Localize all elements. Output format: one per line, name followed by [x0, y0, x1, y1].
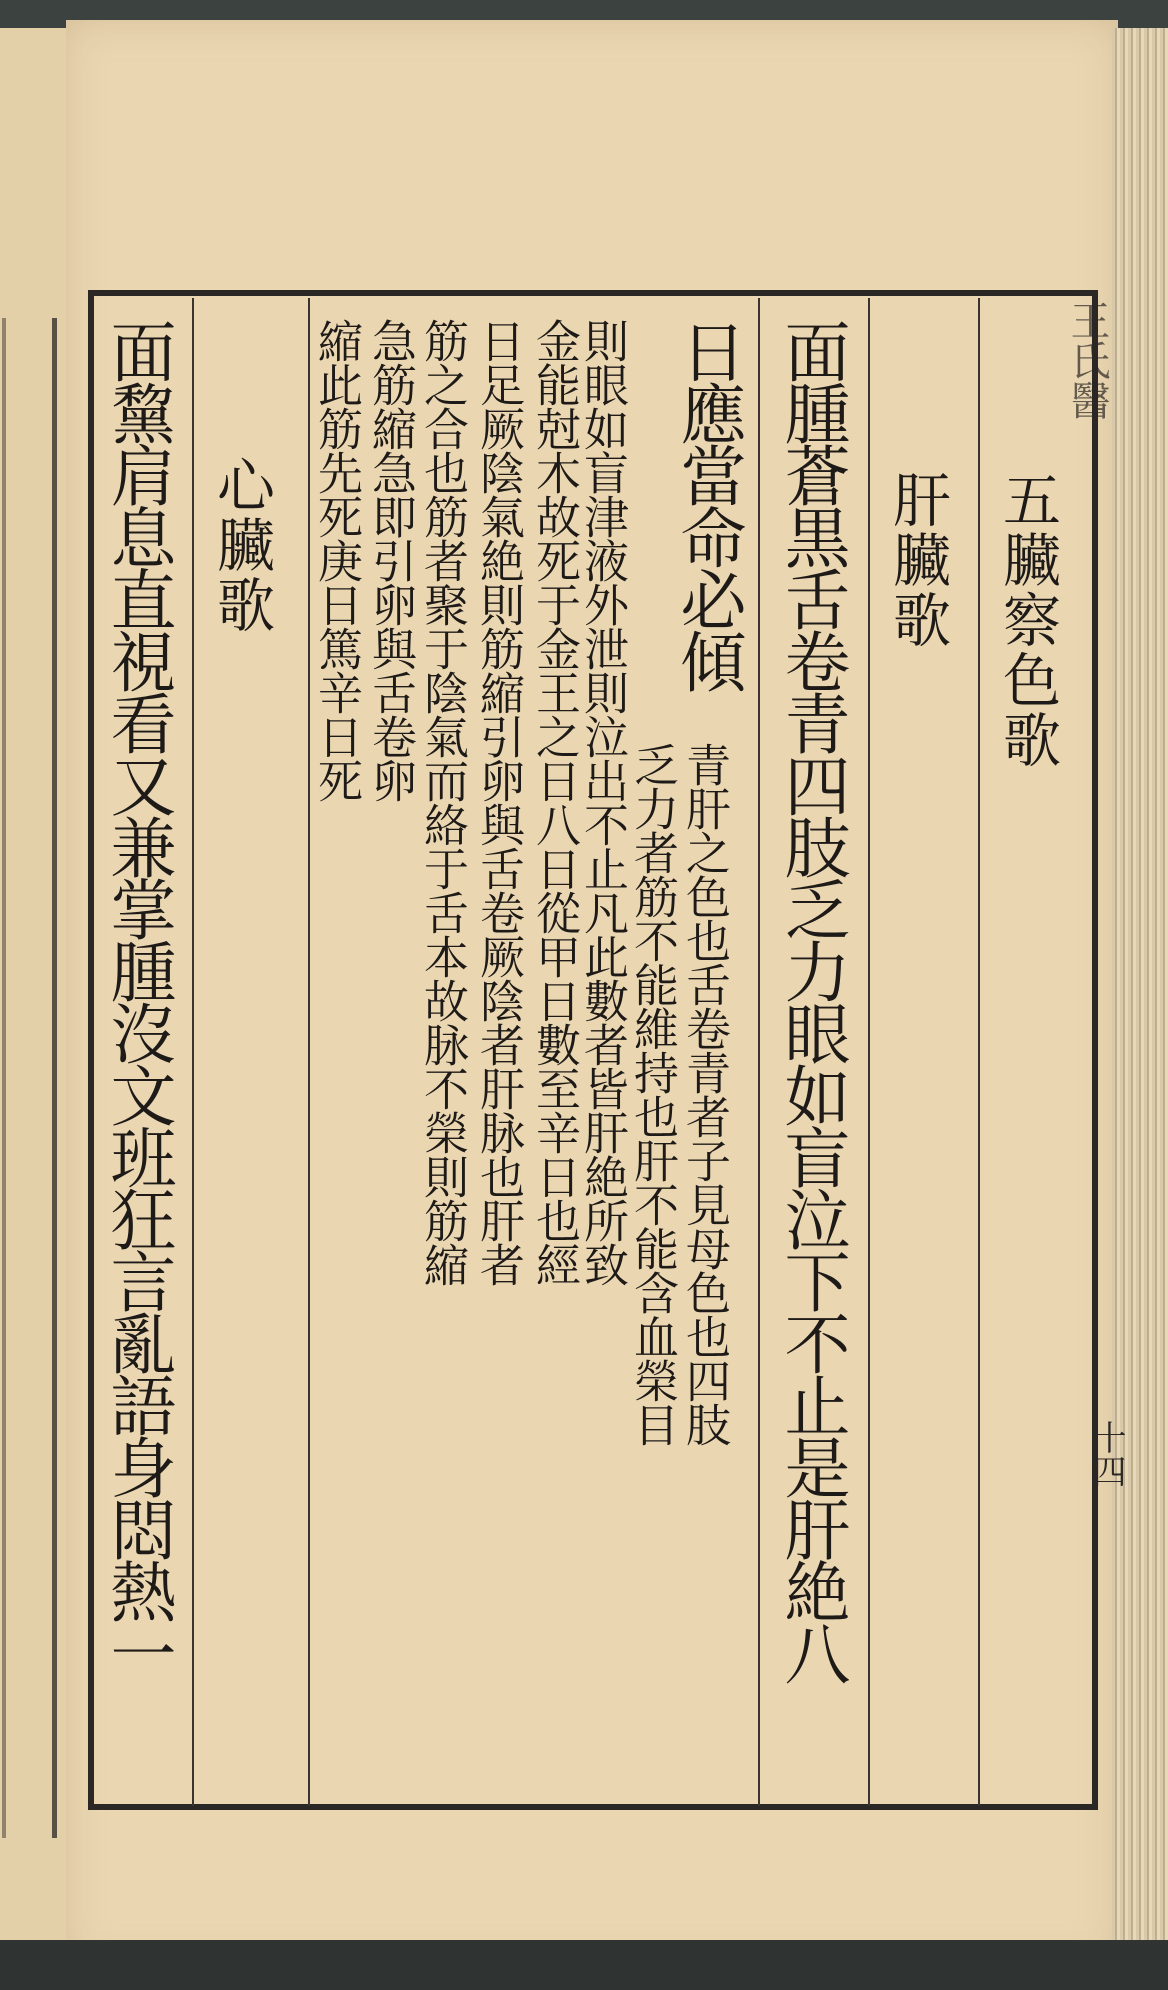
liver-note-col-3: 則眼如盲津液外泄則泣出不止凡此數者皆肝絶所致	[576, 318, 629, 1286]
column-rule	[868, 298, 870, 1806]
heart-verse-line-1: 面黧肩息直視看又兼掌腫沒文班狂言亂語身悶熱一	[99, 318, 176, 1682]
section-title: 五臟察色歌	[993, 470, 1061, 770]
liver-note-col-5: 日足厥陰氣絶則筋縮引卵與舌卷厥陰者肝脉也肝者	[472, 318, 525, 1286]
liver-note-col-6: 筋之合也筋者聚于陰氣而絡于舌本故脉不榮則筋縮	[416, 318, 469, 1286]
margin-book-title: 王氏醫	[1064, 300, 1110, 420]
column-rule	[978, 298, 980, 1806]
liver-verse-line-2: 日應當命必傾	[669, 318, 746, 690]
column-rule	[758, 298, 760, 1806]
folio-number: 十四	[1086, 1420, 1126, 1488]
column-rule	[192, 298, 194, 1806]
liver-note-col-8: 縮此筋先死庚日篤辛日死	[310, 318, 363, 802]
heart-heading: 心臟歌	[207, 455, 275, 635]
facing-page-rule-outer	[2, 318, 6, 1838]
facing-page-rule	[52, 318, 57, 1838]
liver-heading: 肝臟歌	[883, 470, 951, 650]
facing-page-edge	[0, 28, 74, 1973]
bottom-shadow	[0, 1940, 1168, 1990]
liver-note-col-2: 乏力者筋不能維持也肝不能含血榮目	[626, 742, 679, 1446]
liver-note-col-7: 急筋縮急即引卵與舌卷卵	[364, 318, 417, 802]
liver-note-col-1: 青肝之色也舌卷青者子見母色也四肢	[678, 742, 731, 1446]
page-stack-edge	[1112, 28, 1168, 1973]
liver-verse-line-1: 面腫蒼黒舌卷青四肢乏力眼如盲泣下不止是肝絶八	[773, 318, 850, 1682]
liver-note-col-4: 金能尅木故死于金王之日八日從甲日數至辛日也經	[528, 318, 581, 1286]
